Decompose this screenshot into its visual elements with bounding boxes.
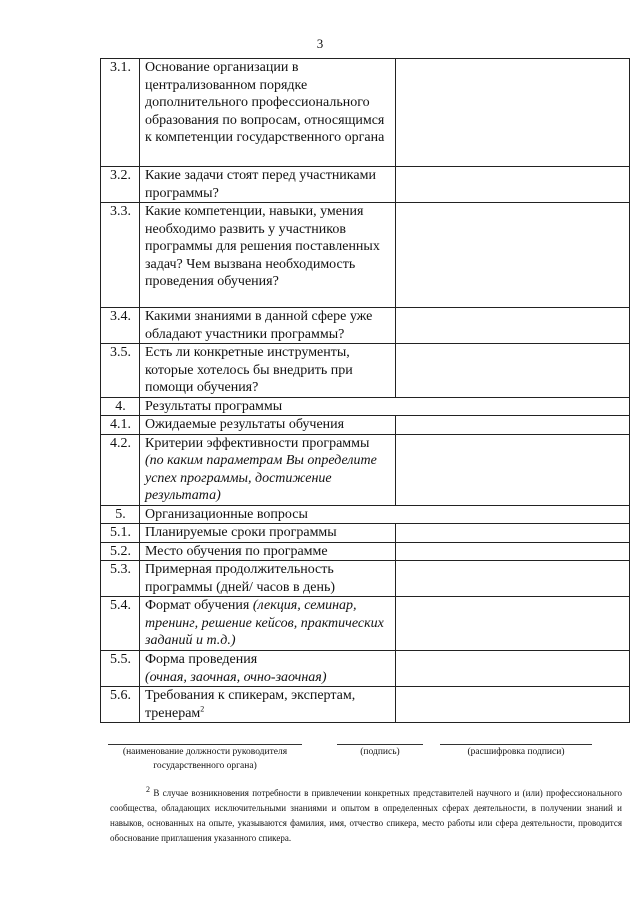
row-number: 3.2. <box>101 167 140 203</box>
section-heading: Организационные вопросы <box>140 505 630 524</box>
row-number: 3.4. <box>101 308 140 344</box>
table-row-5-4 <box>101 597 630 651</box>
table-row-5-5 <box>101 651 630 687</box>
footnote-ref: 2 <box>200 703 205 713</box>
answer-cell[interactable] <box>396 687 630 723</box>
row-question-text: Требования к спикерам, экспертам, тренерам <box>145 688 356 721</box>
answer-cell[interactable] <box>396 308 630 344</box>
answer-cell[interactable] <box>396 59 630 167</box>
answer-cell[interactable] <box>396 434 630 505</box>
row-number: 5. <box>101 505 140 524</box>
row-question: Какими знаниями в данной сфере уже обладают участники программы? <box>140 308 396 344</box>
table-row-4-1 <box>101 416 630 435</box>
table-row-5 <box>101 505 630 524</box>
decoding-label: (расшифровка подписи) <box>467 747 565 757</box>
row-question: Какие задачи стоят перед участниками программы? <box>140 167 396 203</box>
row-question <box>140 687 396 723</box>
answer-cell[interactable] <box>396 167 630 203</box>
table-row-5-1 <box>101 524 630 543</box>
requirements-table <box>100 58 630 723</box>
row-question: Основание организации в централизованном порядке дополнительного профессионального образования по вопросам, относящимся к компетенции государственного органа <box>140 59 396 167</box>
row-number: 5.6. <box>101 687 140 723</box>
page-number: 3 <box>316 36 324 51</box>
table-row-3-5 <box>101 344 630 398</box>
row-number: 3.1. <box>101 59 140 167</box>
answer-cell[interactable] <box>396 561 630 597</box>
row-number: 4.1. <box>101 416 140 435</box>
row-number: 5.1. <box>101 524 140 543</box>
position-label: (наименование должности руководителя государственного органа) <box>122 747 288 771</box>
answer-cell[interactable] <box>396 203 630 308</box>
signature-label: (подпись) <box>360 747 400 757</box>
answer-cell[interactable] <box>396 344 630 398</box>
answer-cell[interactable] <box>396 597 630 651</box>
table-row-4 <box>101 397 630 416</box>
answer-cell[interactable] <box>396 524 630 543</box>
row-question-note: (по каким параметрам Вы определите успех программы, достижение результата) <box>145 453 377 503</box>
row-question: Есть ли конкретные инструменты, которые хотелось бы внедрить при помощи обучения? <box>140 344 396 398</box>
table-row-3-4 <box>101 308 630 344</box>
table-row-5-2 <box>101 542 630 561</box>
row-number: 3.5. <box>101 344 140 398</box>
table-row-4-2 <box>101 434 630 505</box>
row-question-text: Форма проведения <box>145 652 258 667</box>
row-number: 3.3. <box>101 203 140 308</box>
row-question <box>140 434 396 505</box>
row-question-note: (очная, заочная, очно-заочная) <box>145 669 327 685</box>
table-row-3-1 <box>101 59 630 167</box>
row-question <box>140 651 396 687</box>
row-question <box>140 597 396 651</box>
answer-cell[interactable] <box>396 416 630 435</box>
row-number: 5.5. <box>101 651 140 687</box>
footnote <box>110 786 622 846</box>
table-row-3-3 <box>101 203 630 308</box>
row-question: Какие компетенции, навыки, умения необходимо развить у участников программы для решения поставленных задач? Чем вызвана необходимость проведения обучения? <box>140 203 396 308</box>
row-question: Планируемые сроки программы <box>140 524 396 543</box>
row-question: Примерная продолжительность программы (дней/ часов в день) <box>140 561 396 597</box>
row-question: Ожидаемые результаты обучения <box>140 416 396 435</box>
table-row-5-6 <box>101 687 630 723</box>
table-row-3-2 <box>101 167 630 203</box>
row-number: 5.4. <box>101 597 140 651</box>
row-question-text: Критерии эффективности программы <box>145 435 370 451</box>
footnote-text: В случае возникновения потребности в привлечении конкретных представителей научного и (или) профессионального сообщества, обладающих исключительными знаниями и опытом в определенных сферах деятельности, в получении знаний и навыков, основанных на опыте, указываются фамилия, имя, отчество спикера, место работы или сфера деятельности, проводится обоснование приглашения указанного спикера. <box>110 788 623 843</box>
row-number: 5.3. <box>101 561 140 597</box>
answer-cell[interactable] <box>396 651 630 687</box>
row-number: 4. <box>101 397 140 416</box>
row-question-note: (лекция, семинар, тренинг, решение кейсов, практических заданий и т.д.) <box>145 598 384 648</box>
footnote-marker: 2 <box>146 785 150 794</box>
table-row-5-3 <box>101 561 630 597</box>
row-question-text: Формат обучения <box>145 598 250 613</box>
answer-cell[interactable] <box>396 542 630 561</box>
row-number: 4.2. <box>101 434 140 505</box>
row-question: Место обучения по программе <box>140 542 396 561</box>
section-heading: Результаты программы <box>140 397 630 416</box>
row-number: 5.2. <box>101 542 140 561</box>
